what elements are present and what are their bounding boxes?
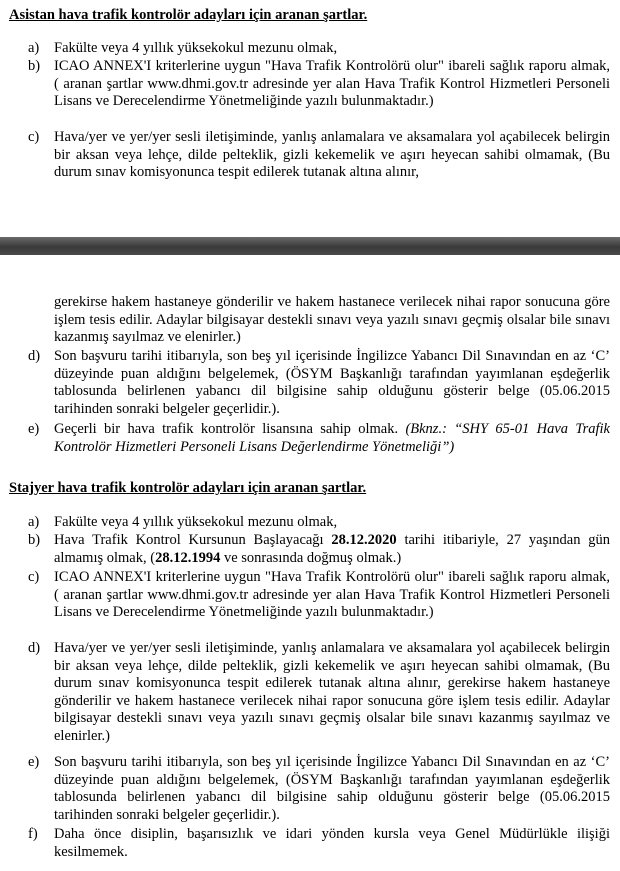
item-text: Daha önce disiplin, başarısızlık ve idari yönden kursla veya Genel Müdürlükle ilişiği kesilmemek. [54,826,610,860]
s1-item-e [28,421,610,456]
item-label: a) [28,40,40,56]
text-part: ve sonrasında doğmuş olmak.) [220,549,402,566]
item-label: b) [28,58,41,74]
item-label: e) [28,754,40,770]
item-label: d) [28,640,41,656]
item-text: Fakülte veya 4 yıllık yüksekokul mezunu olmak, [54,514,338,530]
s2-item-d [28,640,610,746]
item-label: c) [28,129,40,145]
item-text: ICAO ANNEX'I kriterlerine uygun "Hava Trafik Kontrolörü olur" ibareli sağlık raporu almak, ( aranan şartlar www.dhmi.gov.tr adresinde yer alan Hava Trafik Kontrol Hizmetleri Personeli Lisans ve Derecelendirme Yönetmeliğinde yazılı bulunmaktadır.) [54,58,610,110]
item-label: a) [28,514,40,530]
s1-item-c-continued [28,294,610,347]
s2-item-f [28,826,610,861]
item-text: Son başvuru tarihi itibarıyla, son beş yıl içerisinde İngilizce Yabancı Dil Sınavından en az ‘C’ düzeyinde puan aldığını belgelemek, (ÖSYM Başkanlığı tarafından yayımlanan eşdeğerlik tablosunda belirlenen yabancı dil bilgisine sahip olduğunu gösterir belge (05.06.2015 tarihinden sonraki belgeler geçerlidir.). [54,754,610,823]
item-reference-note: (Bknz.: “SHY 65-01 Hava Trafik Kontrolör Hizmetleri Personeli Lisans Değerlendirme Yönetmeliği”) [54,421,610,455]
item-text: Son başvuru tarihi itibarıyla, son beş yıl içerisinde İngilizce Yabancı Dil Sınavından en az ‘C’ düzeyinde puan aldığını belgelemek, (ÖSYM Başkanlığı tarafından yayımlanan eşdeğerlik tablosunda belirlenen yabancı dil bilgisine sahip olduğunu gösterir belge (05.06.2015 tarihinden sonraki belgeler geçerlidir.). [54,348,610,417]
s2-item-c [28,569,610,622]
page-break-divider [0,237,620,255]
s2-item-a [28,514,610,532]
item-text-main: Geçerli bir hava trafik kontrolör lisansına sahip olmak. [54,421,399,437]
item-text: Hava/yer ve yer/yer sesli iletişiminde, yanlış anlamalara ve aksamalara yol açabilecek belirgin bir aksan veya lehçe, dilde pelteklik, gizli kekemelik ve aşırı heyecan sahibi olmamak, (Bu durum sınav komisyonunca tespit edilerek tutanak altına alınır, gerekirse hakem hastaneye gönderilir ve hakem hastanece verilecek nihai rapor sonucuna göre işlem tesis edilir. Adaylar bilgisayar destekli sınavı veya yazılı sınavı geçmiş olsalar bile sınavı kazanmış sayılmaz ve elenirler.) [54,640,610,744]
item-text [54,532,610,567]
birth-date-limit: 28.12.1994 [155,549,221,566]
s1-item-b [28,58,610,111]
text-part: Hava Trafik Kontrol Kursunun Başlayacağı [54,532,332,548]
section2-heading: Stajyer hava trafik kontrolör adayları için aranan şartlar. [9,480,367,496]
item-text [54,421,610,456]
item-label: b) [28,532,41,548]
item-label: c) [28,569,40,585]
item-label: d) [28,348,41,364]
item-text: Fakülte veya 4 yıllık yüksekokul mezunu olmak, [54,40,338,56]
item-label: f) [28,826,38,842]
text-part: tarihi itibariyle, 27 yaşından gün almamış olmak, ( [54,532,610,566]
s2-item-e [28,754,610,824]
s1-item-a [28,40,610,58]
item-label: e) [28,421,40,437]
s1-item-c [28,129,610,182]
item-text: ICAO ANNEX'I kriterlerine uygun "Hava Trafik Kontrolörü olur" ibareli sağlık raporu almak, ( aranan şartlar www.dhmi.gov.tr adresinde yer alan Hava Trafik Kontrol Hizmetleri Personeli Lisans ve Derecelendirme Yönetmeliğinde yazılı bulunmaktadır.) [54,569,610,621]
item-text: Hava/yer ve yer/yer sesli iletişiminde, yanlış anlamalara ve aksamalara yol açabilecek belirgin bir aksan veya lehçe, dilde pelteklik, gizli kekemelik ve aşırı heyecan sahibi olmamak, (Bu durum sınav komisyonunca tespit edilerek tutanak altına alınır, [54,129,610,181]
s2-item-b [28,532,610,567]
item-text: gerekirse hakem hastaneye gönderilir ve hakem hastanece verilecek nihai rapor sonucuna göre işlem tesis edilir. Adaylar bilgisayar destekli sınavı veya yazılı sınavı geçmiş olsalar bile sınavı kazanmış sayılmaz ve elenirler.) [54,294,610,346]
section1-heading: Asistan hava trafik kontrolör adayları için aranan şartlar. [9,7,368,23]
s1-item-d [28,348,610,418]
course-start-date: 28.12.2020 [331,532,397,548]
